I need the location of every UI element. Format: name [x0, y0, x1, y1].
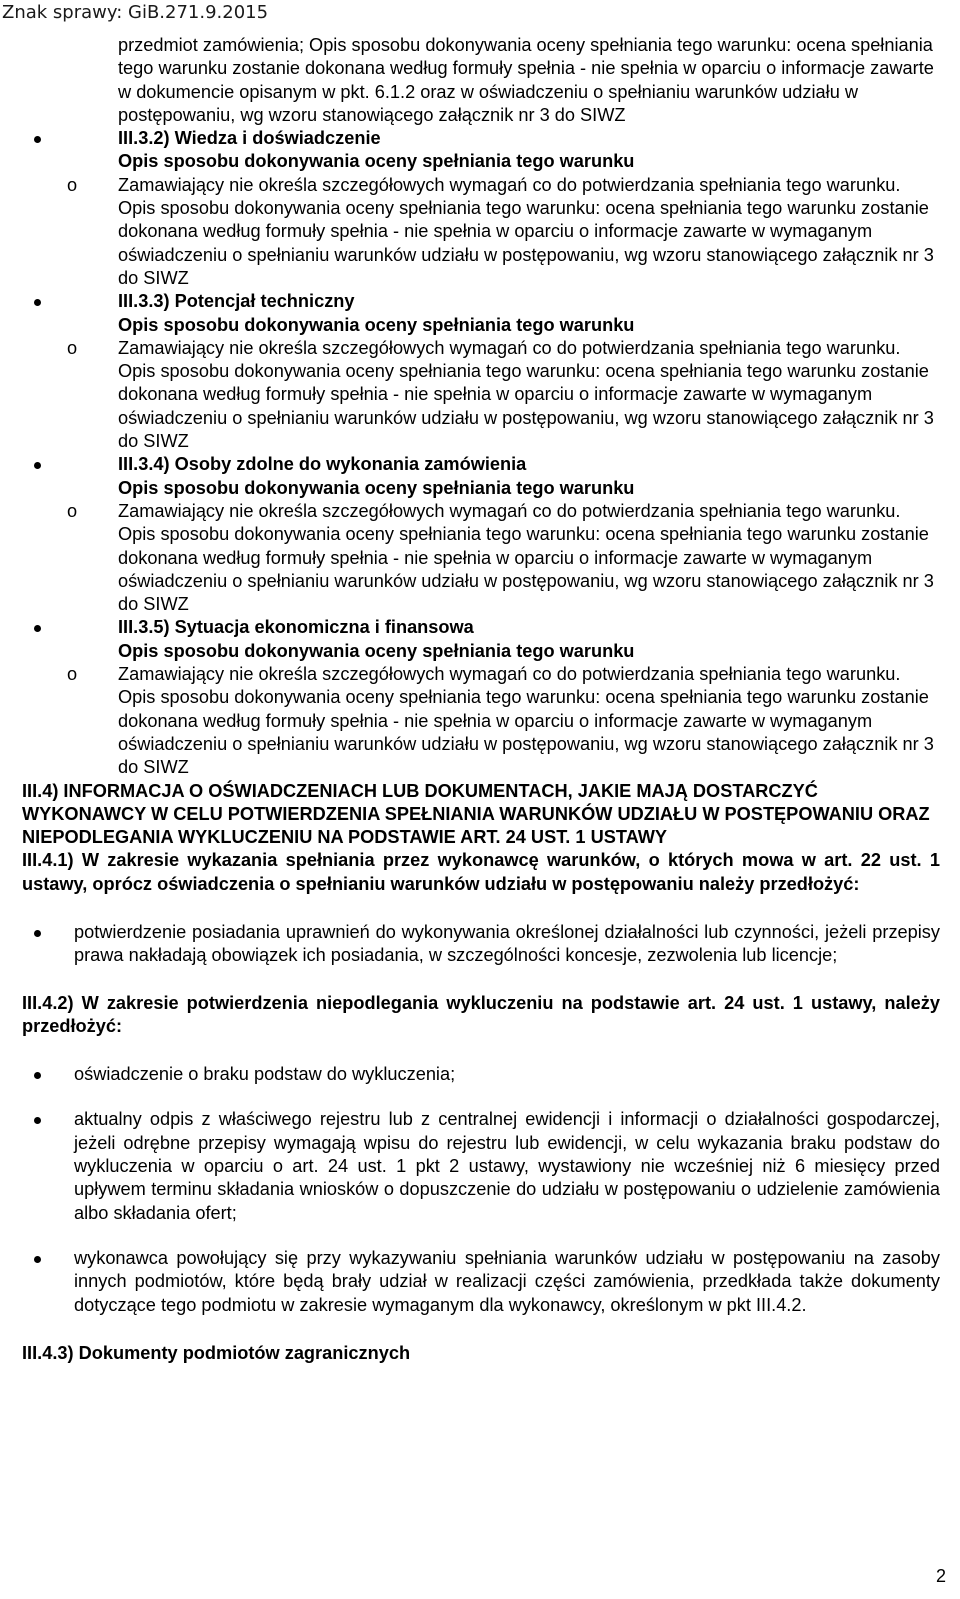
bullet-icon	[34, 462, 41, 469]
circle-bullet-icon: o	[67, 664, 78, 685]
page-number: 2	[935, 1566, 946, 1586]
list-item: potwierdzenie posiadania uprawnień do wykonywania określonej działalności lub czynności, jeżeli przepisy prawa nakładają obowiązek ich posiadania, w szczególności koncesje, zezwolenia lub licencje;	[22, 921, 940, 968]
section-heading: III.3.4) Osoby zdolne do wykonania zamówienia	[22, 453, 940, 476]
bullet-icon	[34, 1117, 41, 1124]
section-iii-3-3	[22, 290, 940, 453]
section-heading: III.3.2) Wiedza i doświadczenie	[22, 127, 940, 150]
circle-bullet-icon: o	[67, 337, 78, 358]
section-subheading: Opis sposobu dokonywania oceny spełniania tego warunku	[118, 640, 635, 661]
document-sign: Znak sprawy: GiB.271.9.2015	[2, 2, 269, 23]
bullet-icon	[34, 1256, 41, 1263]
document-body	[22, 34, 940, 1365]
section-iii-4-2-heading: III.4.2) W zakresie potwierdzenia niepodlegania wykluczeniu na podstawie art. 24 ust. 1 ustawy, należy przedłożyć:	[22, 992, 940, 1036]
circle-bullet-icon: o	[67, 174, 78, 195]
bullet-icon	[34, 299, 41, 306]
section-iii-3-2	[22, 127, 940, 290]
bullet-icon	[34, 930, 41, 937]
section-paragraph: o Zamawiający nie określa szczegółowych wymagań co do potwierdzania spełniania tego warunku. Opis sposobu dokonywania oceny spełniania tego warunku: ocena spełniania tego warunku zostanie dokonana według formuły spełnia - nie spełnia w oparciu o informacje zawarte w wymaganym oświadczeniu o spełnianiu warunków udziału w postępowaniu, wg wzoru stanowiącego załącznik nr 3 do SIWZ	[67, 664, 934, 778]
bullet-icon	[34, 625, 41, 632]
section-subheading: Opis sposobu dokonywania oceny spełniania tego warunku	[118, 477, 635, 498]
section-paragraph: o Zamawiający nie określa szczegółowych wymagań co do potwierdzania spełniania tego warunku. Opis sposobu dokonywania oceny spełniania tego warunku: ocena spełniania tego warunku zostanie dokonana według formuły spełnia - nie spełnia w oparciu o informacje zawarte w wymaganym oświadczeniu o spełnianiu warunków udziału w postępowaniu, wg wzoru stanowiącego załącznik nr 3 do SIWZ	[67, 337, 934, 452]
section-iii-3-4	[22, 453, 940, 616]
section-paragraph: o Zamawiający nie określa szczegółowych wymagań co do potwierdzania spełniania tego warunku. Opis sposobu dokonywania oceny spełniania tego warunku: ocena spełniania tego warunku zostanie dokonana według formuły spełnia - nie spełnia w oparciu o informacje zawarte w wymaganym oświadczeniu o spełnianiu warunków udziału w postępowaniu, wg wzoru stanowiącego załącznik nr 3 do SIWZ	[67, 500, 934, 615]
circle-bullet-icon: o	[67, 500, 78, 521]
bullet-icon	[34, 136, 41, 143]
list-item: wykonawca powołujący się przy wykazywaniu spełniania warunków udziału w postępowaniu na zasoby innych podmiotów, które będą brały udział w realizacji części zamówienia, przedkłada także dokumenty dotyczące tego podmiotu w zakresie wymaganym dla wykonawcy, określonym w pkt III.4.2.	[22, 1247, 940, 1317]
section-iii-3-5	[22, 616, 940, 779]
intro-paragraph: przedmiot zamówienia; Opis sposobu dokonywania oceny spełniania tego warunku: ocena spełniania tego warunku zostanie dokonana według formuły spełnia - nie spełnia w oparciu o informacje zawarte w dokumencie opisanym w pkt. 6.1.2 oraz w oświadczeniu o spełnianiu warunków udziału w postępowaniu, wg wzoru stanowiącego załącznik nr 3 do SIWZ	[118, 35, 934, 125]
section-iii-4-heading: III.4) INFORMACJA O OŚWIADCZENIACH LUB DOKUMENTACH, JAKIE MAJĄ DOSTARCZYĆ WYKONAWCY W CELU POTWIERDZENIA SPEŁNIANIA WARUNKÓW UDZIAŁU W POSTĘPOWANIU ORAZ NIEPODLEGANIA WYKLUCZENIU NA PODSTAWIE ART. 24 UST. 1 USTAWY	[22, 780, 930, 848]
section-iii-4-3-heading: III.4.3) Dokumenty podmiotów zagranicznych	[22, 1342, 411, 1363]
section-subheading: Opis sposobu dokonywania oceny spełniania tego warunku	[118, 151, 635, 172]
section-heading: III.3.3) Potencjał techniczny	[22, 290, 940, 313]
section-paragraph: o Zamawiający nie określa szczegółowych wymagań co do potwierdzania spełniania tego warunku. Opis sposobu dokonywania oceny spełniania tego warunku: ocena spełniania tego warunku zostanie dokonana według formuły spełnia - nie spełnia w oparciu o informacje zawarte w wymaganym oświadczeniu o spełnianiu warunków udziału w postępowaniu, wg wzoru stanowiącego załącznik nr 3 do SIWZ	[67, 174, 934, 288]
section-subheading: Opis sposobu dokonywania oceny spełniania tego warunku	[118, 314, 635, 335]
bullet-icon	[34, 1072, 41, 1079]
list-item: aktualny odpis z właściwego rejestru lub z centralnej ewidencji i informacji o działalności gospodarczej, jeżeli odrębne przepisy wymagają wpisu do rejestru lub ewidencji, w celu wykazania braku podstaw do wykluczenia w oparciu o art. 24 ust. 1 pkt 2 ustawy, wystawiony nie wcześniej niż 6 miesięcy przed upływem terminu składania wniosków o dopuszczenie do udziału w postępowaniu o udzielenie zamówienia albo składania ofert;	[22, 1108, 940, 1224]
section-heading: III.3.5) Sytuacja ekonomiczna i finansowa	[22, 616, 940, 639]
section-iii-4-1-heading: III.4.1) W zakresie wykazania spełniania przez wykonawcę warunków, o których mowa w art. 22 ust. 1 ustawy, oprócz oświadczenia o spełnianiu warunków udziału w postępowaniu należy przedłożyć:	[22, 850, 940, 894]
list-item: oświadczenie o braku podstaw do wykluczenia;	[22, 1063, 940, 1086]
